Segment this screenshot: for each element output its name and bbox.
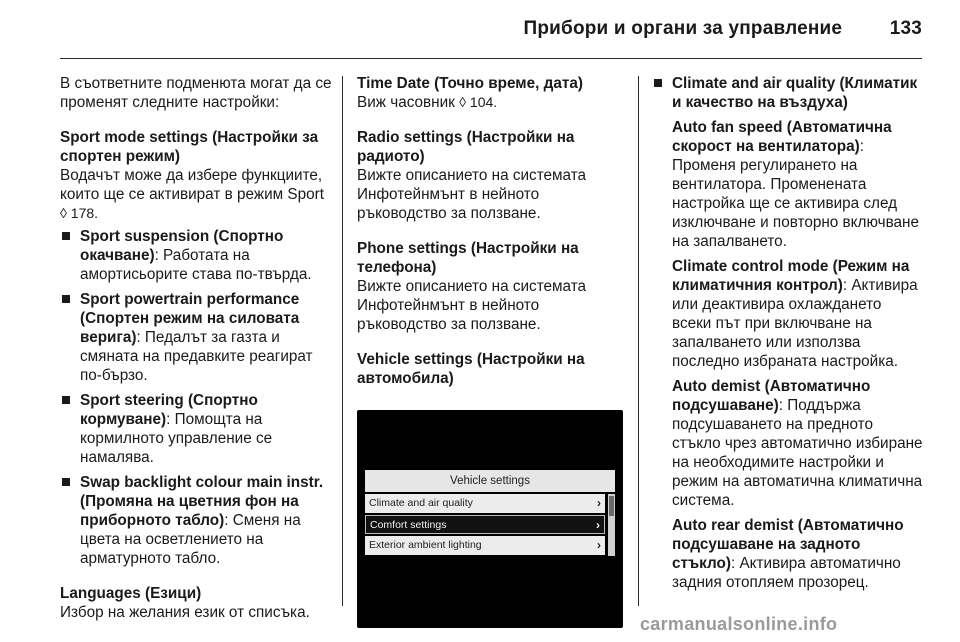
display-title: Vehicle settings — [365, 470, 615, 492]
time-date-section — [357, 74, 629, 112]
phone-settings-text: Вижте описанието на системата Инфотейнмънт в нейното ръководство за ползване. — [357, 278, 587, 333]
bullet-climate-air-quality — [652, 74, 924, 112]
sport-mode-text — [60, 166, 332, 223]
bullet-text: : Сменя на цвета на осветлението на арматурното табло. — [80, 512, 301, 567]
display-menu-list — [365, 494, 605, 557]
bullet-text: : Работата на амортисьорите става по-твърда. — [80, 247, 312, 283]
sub-text: : Променя регулирането на вентилатора. Променената настройка ще се активира след изключване и повторно включване на запалването. — [672, 138, 919, 250]
intro-paragraph: В съответните подменюта могат да се променят следните настройки: — [60, 75, 332, 111]
time-date-heading: Time Date (Точно време, дата) — [357, 75, 583, 92]
bullet-title: Climate and air quality (Климатик и качество на въздуха) — [672, 75, 918, 111]
time-date-description: Виж часовник — [357, 94, 455, 111]
bullet-sport-suspension — [60, 227, 332, 284]
bullet-title: Sport suspension (Спортно окачване) — [80, 228, 284, 264]
scrollbar-thumb[interactable] — [609, 496, 614, 516]
sport-mode-description: Водачът може да избере функциите, които ще се активират в режим Sport — [60, 167, 324, 203]
sport-mode-section — [60, 128, 332, 568]
sub-title: Auto fan speed (Автоматична скорост на вентилатора) — [672, 119, 892, 155]
radio-settings-text: Вижте описанието на системата Инфотейнмънт в нейното ръководство за ползване. — [357, 167, 587, 222]
column-divider-1 — [342, 76, 343, 606]
phone-settings-heading: Phone settings (Настройки на телефона) — [357, 240, 579, 276]
languages-section — [60, 584, 332, 622]
column-2 — [357, 74, 629, 628]
time-date-text — [357, 93, 629, 112]
column-3 — [652, 74, 924, 598]
bullet-swap-backlight — [60, 473, 332, 568]
column-divider-2 — [638, 76, 639, 606]
header-rule — [60, 58, 922, 59]
sub-text: : Поддържа подсушаването на предното стъкло чрез автоматично избиране на необходимите настройки и режим на автоматична климатична система. — [672, 397, 923, 509]
sub-text: : Активира или деактивира охлаждането всеки път при включване на запалването или използва последно избраната настройка. — [672, 277, 918, 370]
watermark: carmanualsonline.info — [640, 614, 838, 634]
vehicle-settings-display — [357, 410, 623, 628]
sub-auto-demist — [672, 377, 924, 510]
sub-text: : Активира автоматично задния отопляем прозорец. — [672, 555, 901, 591]
bullet-title: Sport powertrain performance (Спортен режим на силовата верига) — [80, 291, 300, 346]
menu-item-label: Climate and air quality — [369, 497, 473, 509]
bullet-text: : Помощта на кормилното управление се намалява. — [80, 411, 273, 466]
sport-mode-heading: Sport mode settings (Настройки за спортен режим) — [60, 129, 319, 165]
menu-item-exterior-lighting[interactable] — [365, 536, 605, 555]
bullet-text: : Педалът за газта и смяната на предавките реагират по-бързо. — [80, 329, 313, 384]
bullet-title: Swap backlight colour main instr. (Промяна на цветния фон на приборното табло) — [80, 474, 324, 529]
chevron-right-icon: › — [596, 518, 600, 532]
page-title: Прибори и органи за управление — [523, 18, 843, 39]
sub-title: Climate control mode (Режим на климатичния контрол) — [672, 258, 910, 294]
chevron-right-icon: › — [597, 496, 601, 510]
page-header — [60, 18, 922, 48]
sub-auto-rear-demist — [672, 516, 924, 592]
vehicle-settings-section — [357, 350, 629, 628]
sub-auto-fan-speed — [672, 118, 924, 251]
menu-item-comfort[interactable] — [365, 515, 605, 534]
menu-item-label: Comfort settings — [370, 519, 447, 531]
menu-item-label: Exterior ambient lighting — [369, 539, 482, 551]
display-scrollbar[interactable] — [608, 494, 615, 556]
page-number: 133 — [889, 18, 922, 39]
bullet-sport-steering — [60, 391, 332, 467]
sport-mode-page-ref[interactable]: ◊ 178. — [60, 205, 99, 221]
display-content — [365, 470, 615, 570]
chevron-right-icon: › — [597, 538, 601, 552]
sub-title: Auto demist (Автоматично подсушаване) — [672, 378, 871, 414]
menu-item-climate[interactable] — [365, 494, 605, 513]
phone-settings-section — [357, 239, 629, 334]
vehicle-settings-heading: Vehicle settings (Настройки на автомобила) — [357, 351, 585, 387]
sub-climate-control-mode — [672, 257, 924, 371]
sub-title: Auto rear demist (Автоматично подсушаване на задното стъкло) — [672, 517, 904, 572]
radio-settings-heading: Radio settings (Настройки на радиото) — [357, 129, 575, 165]
bullet-sport-powertrain — [60, 290, 332, 385]
time-date-page-ref[interactable]: ◊ 104. — [459, 94, 498, 110]
languages-text: Избор на желания език от списъка. — [60, 604, 310, 621]
column-1 — [60, 74, 332, 638]
radio-settings-section — [357, 128, 629, 223]
languages-heading: Languages (Езици) — [60, 585, 202, 602]
bullet-title: Sport steering (Спортно кормуване) — [80, 392, 258, 428]
